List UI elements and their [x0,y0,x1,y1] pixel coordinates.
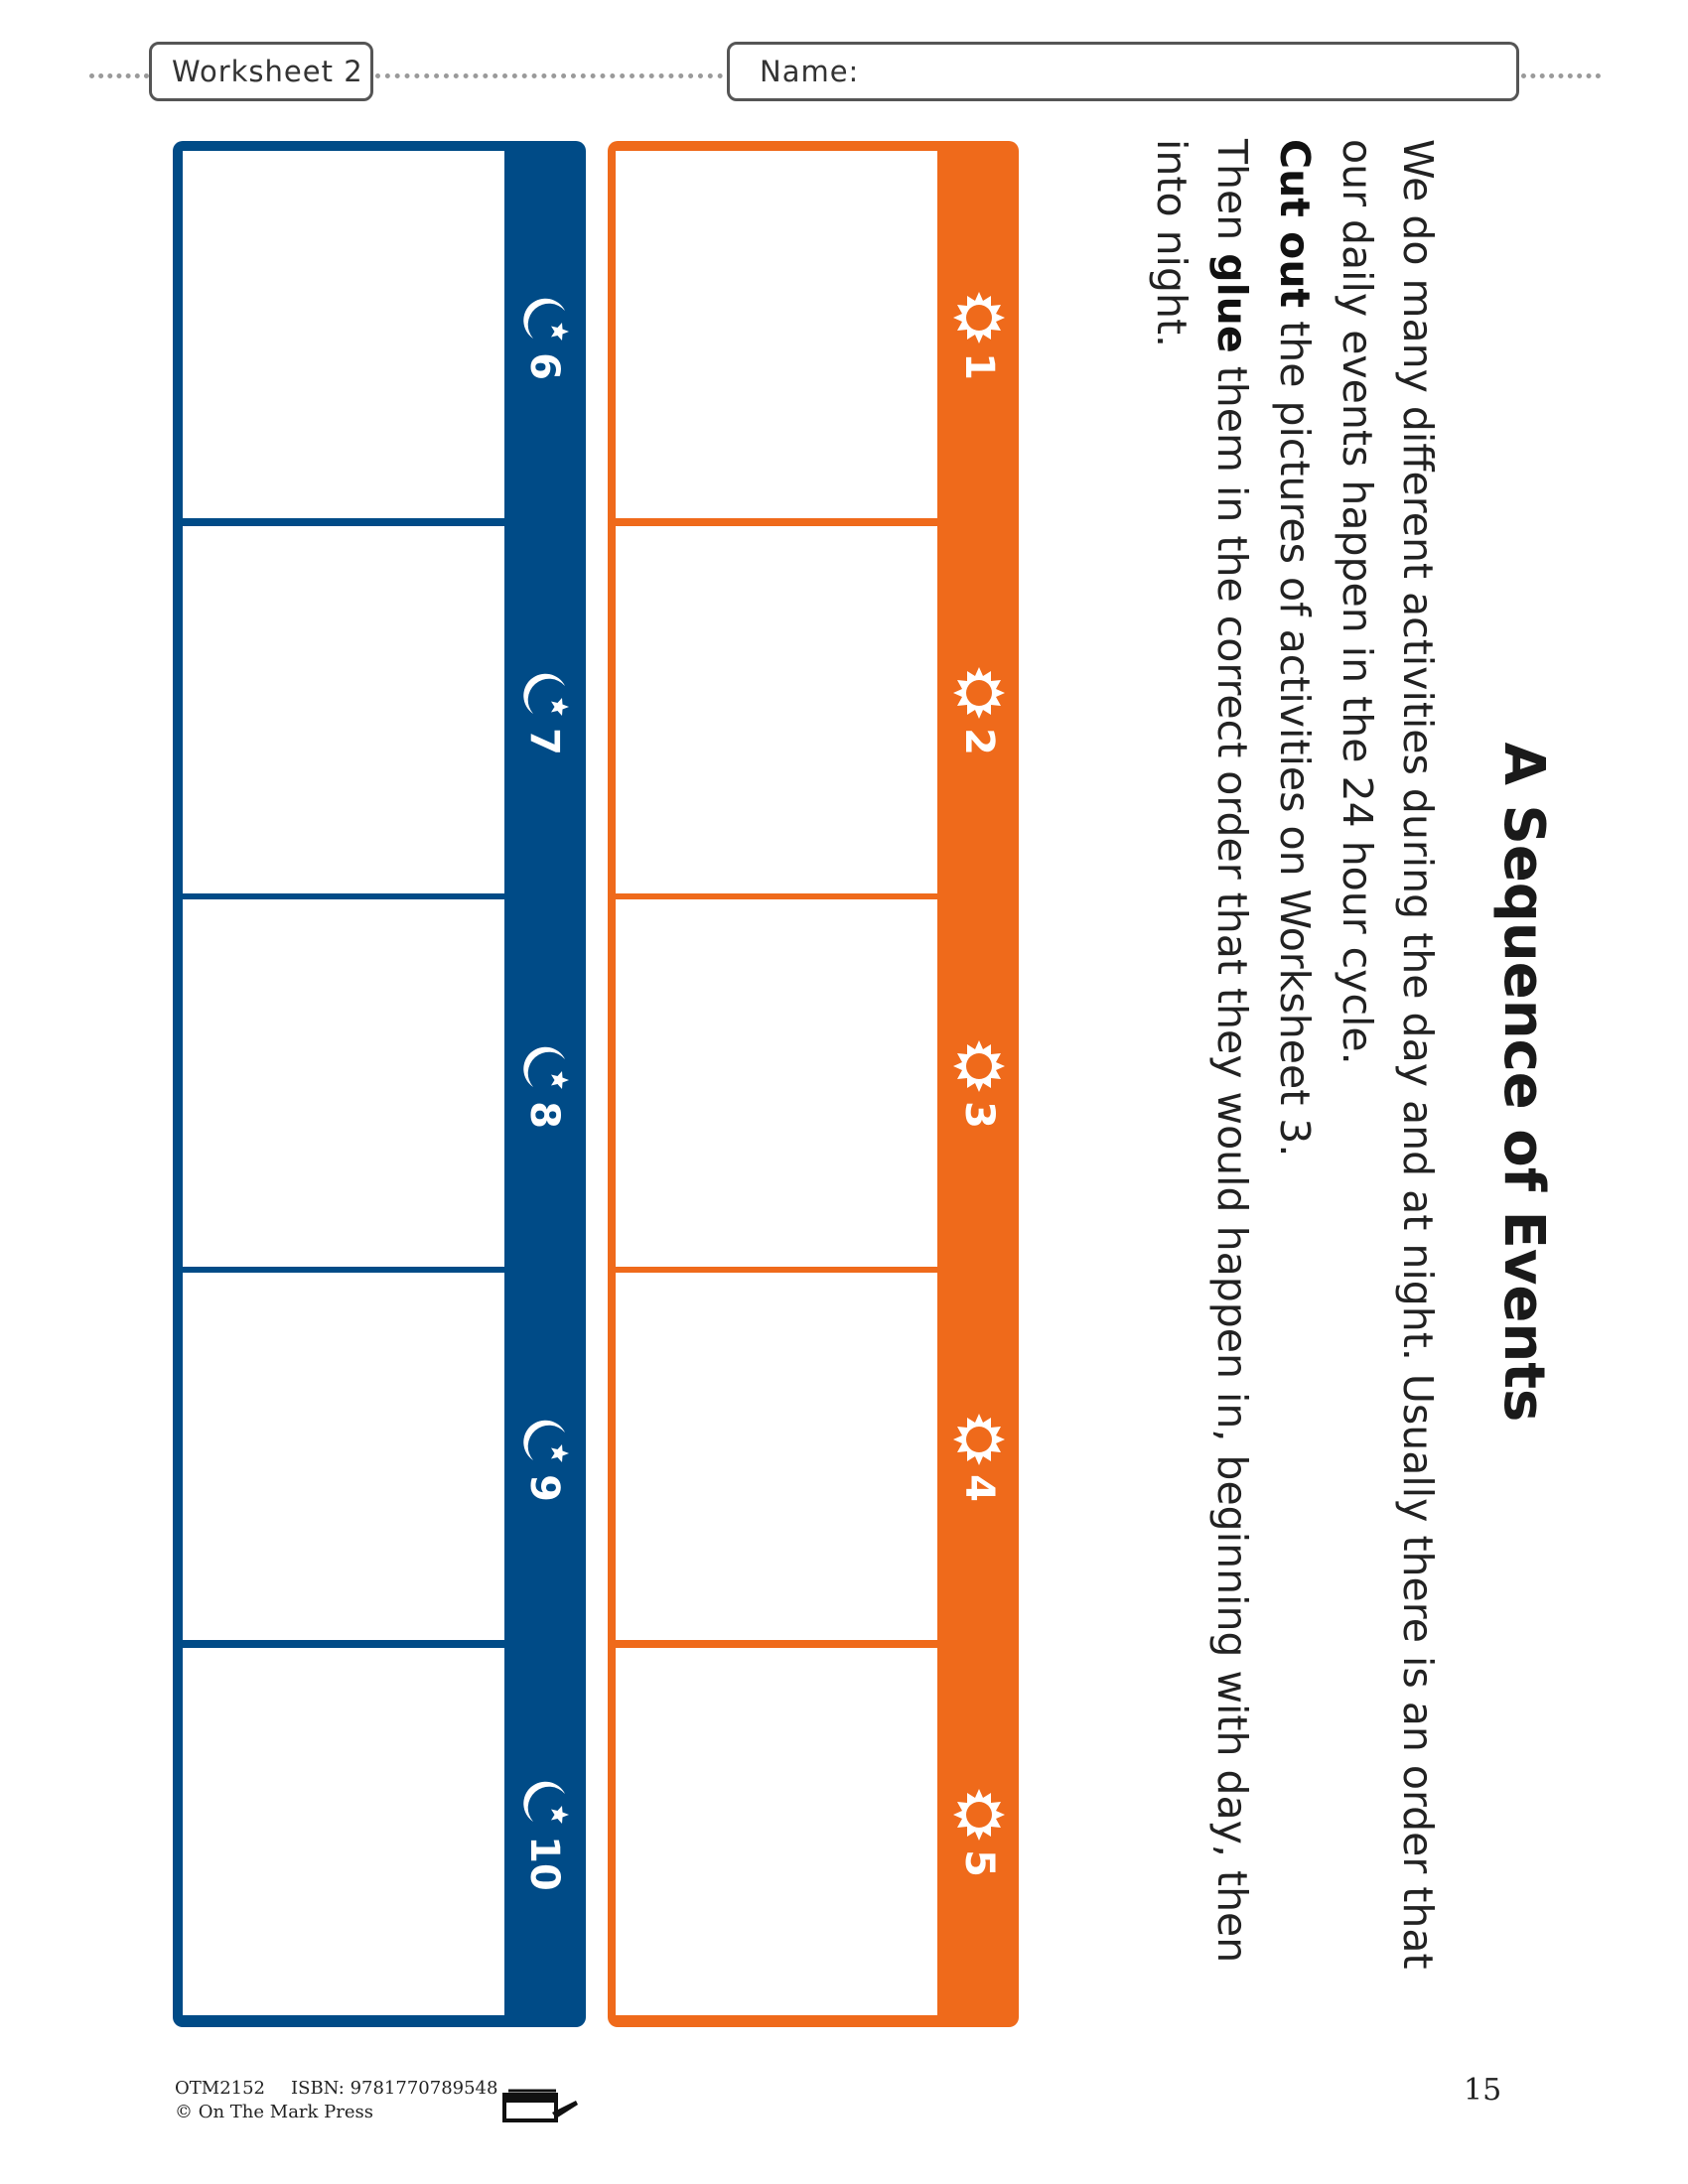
name-field[interactable] [727,42,1519,101]
day-slot-number: 3 [956,1101,1002,1129]
sun-icon [950,1786,1008,1843]
night-slot-number: 8 [521,1101,567,1129]
instruction-text: Then [1208,139,1256,254]
instruction-paragraph-1: We do many different activities during the day and at night. Usually there is an order that our daily events happen in the 24 hour cycle. [1334,139,1442,1970]
instruction-paragraph-2 [1264,139,1325,2025]
glue-panel-5[interactable] [616,1648,937,2015]
night-slot-number: 9 [521,1474,567,1502]
night-slot-number: 6 [521,352,567,380]
moon-star-icon [515,1772,573,1830]
instruction-text: them in the correct order that they would happen in, beginning with day, then into night. [1148,139,1256,1964]
day-slot-label-5 [947,1737,1011,1926]
night-slot-number: 7 [521,728,567,755]
instruction-paragraph-3 [1141,139,1262,2025]
dotted-line-middle [375,73,723,78]
night-slot-label-9 [512,1362,576,1551]
glue-panel-7[interactable] [183,526,504,893]
sun-icon [950,664,1008,722]
day-slot-label-3 [947,989,1011,1177]
cut-out-emphasis: Cut out [1271,139,1319,309]
page-number: 15 [1464,2073,1502,2108]
moon-star-icon [515,1411,573,1468]
night-strip [173,141,586,2027]
page-title: A Sequence of Events [1491,742,1556,1423]
publisher-logo-icon [500,2083,580,2124]
glue-emphasis: glue [1208,253,1256,353]
dotted-line-left [89,73,149,78]
night-slot-number: 10 [521,1836,567,1891]
footer-credits [175,2077,497,2124]
night-slot-label-10 [512,1737,576,1926]
day-slot-label-4 [947,1362,1011,1551]
instruction-text: the pictures of activities on Worksheet 3. [1271,308,1319,1158]
glue-panel-2[interactable] [616,526,937,893]
sun-icon [950,1037,1008,1095]
glue-panel-8[interactable] [183,899,504,1267]
moon-star-icon [515,1037,573,1095]
day-slot-number: 5 [956,1849,1002,1877]
isbn: ISBN: 9781770789548 [291,2078,498,2099]
glue-panel-1[interactable] [616,151,937,518]
sun-icon [950,289,1008,346]
day-slot-label-2 [947,615,1011,804]
day-slot-number: 4 [956,1474,1002,1502]
instructions-block [1053,139,1569,2025]
dotted-line-right [1521,73,1601,78]
day-slot-label-1 [947,240,1011,429]
worksheet-tag [149,42,373,101]
moon-star-icon [515,664,573,722]
worksheet-label: Worksheet 2 [172,55,363,88]
night-slot-label-7 [512,615,576,804]
glue-panel-3[interactable] [616,899,937,1267]
night-slot-label-6 [512,240,576,429]
copyright: © On The Mark Press [175,2102,374,2122]
day-slot-number: 1 [956,352,1002,380]
day-slot-number: 2 [956,728,1002,755]
glue-panel-10[interactable] [183,1648,504,2015]
glue-panel-6[interactable] [183,151,504,518]
glue-panel-9[interactable] [183,1273,504,1640]
product-code: OTM2152 [175,2078,266,2099]
night-slot-label-8 [512,989,576,1177]
glue-panel-4[interactable] [616,1273,937,1640]
moon-star-icon [515,289,573,346]
sun-icon [950,1411,1008,1468]
day-strip [608,141,1019,2027]
name-label: Name: [760,55,860,88]
